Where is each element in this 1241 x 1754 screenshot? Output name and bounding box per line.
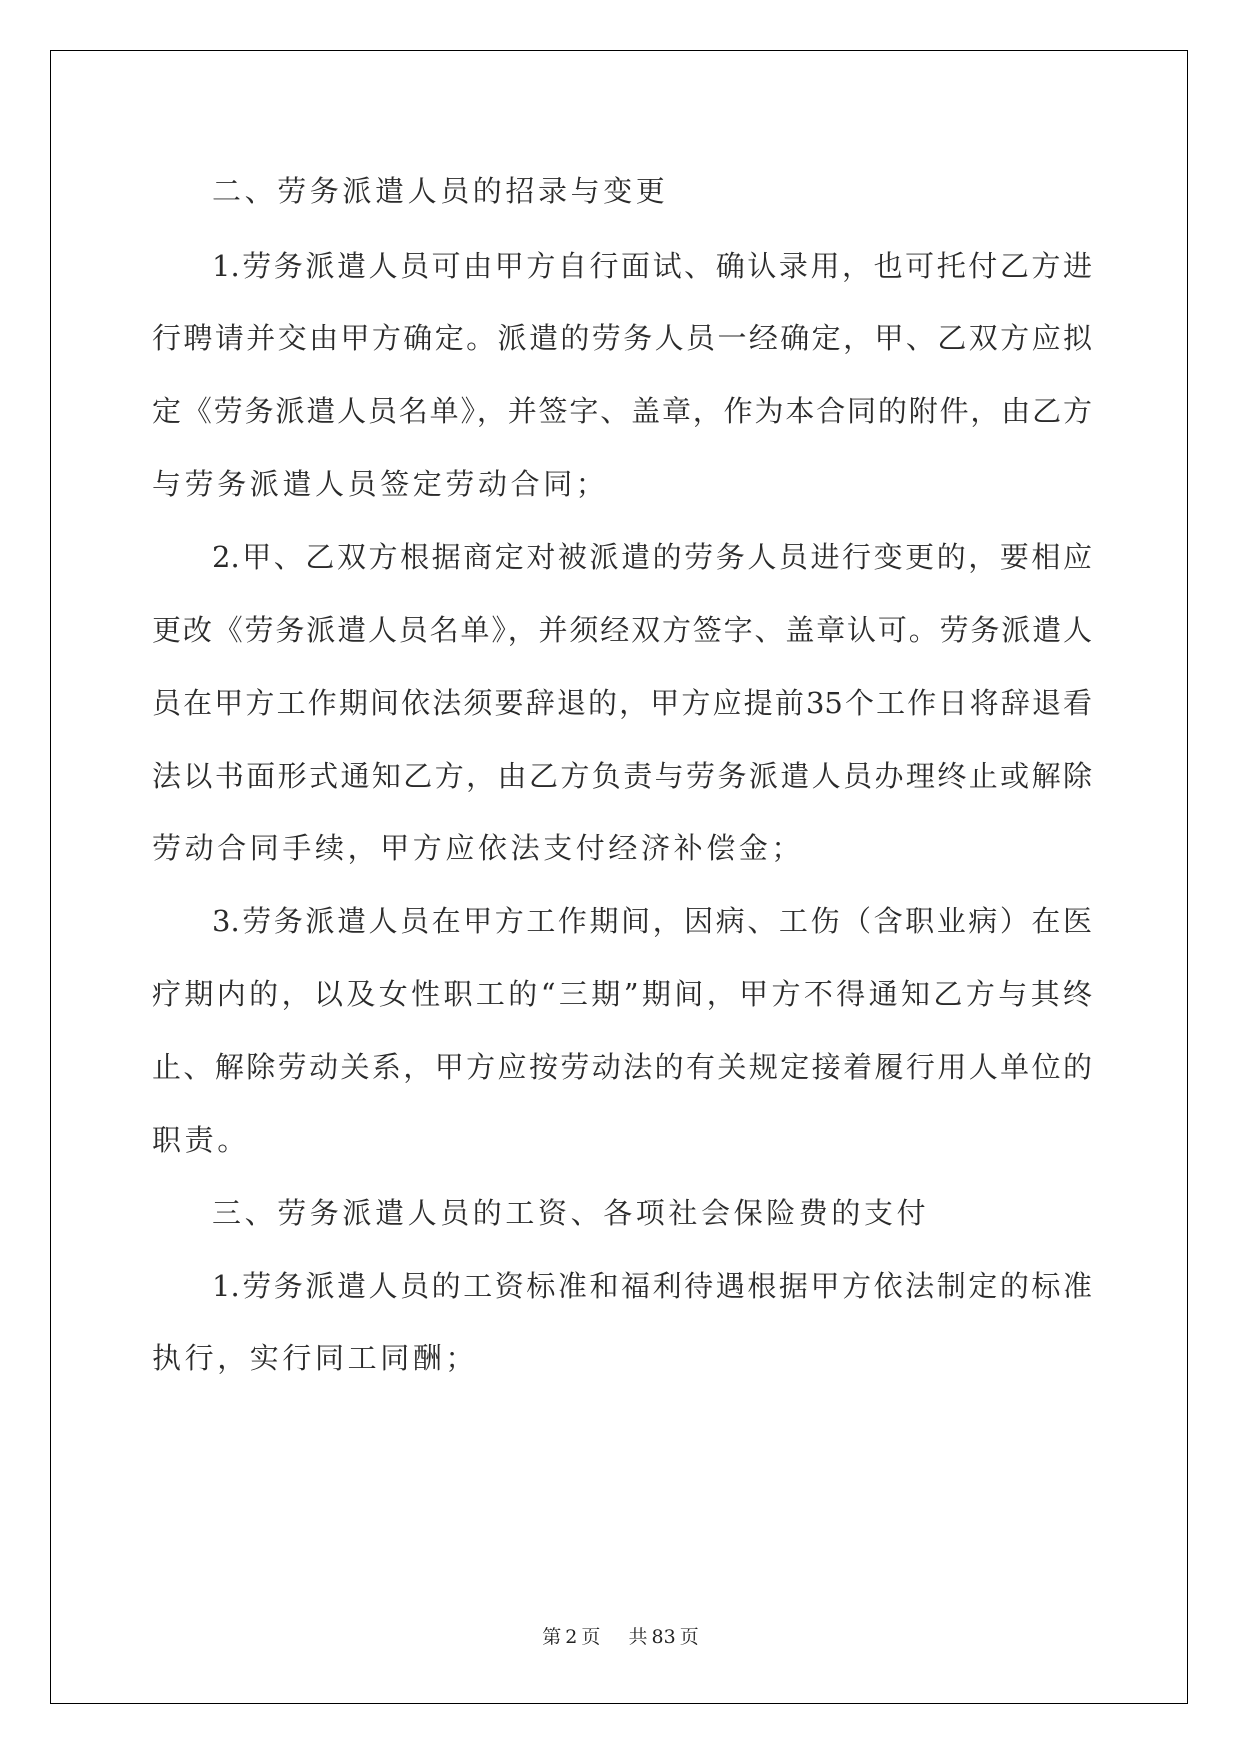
- paragraph-line: 3.劳务派遣人员在甲方工作期间，因病、工伤（含职业病）在医: [212, 904, 1092, 938]
- total-pages: 83: [651, 1626, 676, 1648]
- page-unit: 页: [581, 1626, 601, 1648]
- paragraph-line: 疗期内的，以及女性职工的“三期”期间，甲方不得通知乙方与其终: [152, 977, 1092, 1011]
- paragraph-line: 与劳务派遣人员签定劳动合同；: [152, 467, 609, 501]
- total-unit: 页: [679, 1626, 699, 1648]
- paragraph-line: 1.劳务派遣人员可由甲方自行面试、确认录用，也可托付乙方进: [212, 249, 1092, 283]
- section-heading-3: 三、劳务派遣人员的工资、各项社会保险费的支付: [212, 1196, 930, 1230]
- paragraph-line: 员在甲方工作期间依法须要辞退的，甲方应提前35个工作日将辞退看: [152, 686, 1092, 720]
- paragraph-line: 执行，实行同工同酬；: [152, 1341, 479, 1375]
- paragraph-line: 行聘请并交由甲方确定。派遣的劳务人员一经确定，甲、乙双方应拟: [152, 321, 1092, 355]
- paragraph-line: 更改《劳务派遣人员名单》，并须经双方签字、盖章认可。劳务派遣人: [152, 613, 1092, 647]
- page-number: 2: [565, 1626, 578, 1648]
- paragraph-line: 法以书面形式通知乙方，由乙方负责与劳务派遣人员办理终止或解除: [152, 759, 1092, 793]
- page-footer: [0, 1622, 1241, 1649]
- paragraph-line: 止、解除劳动关系，甲方应按劳动法的有关规定接着履行用人单位的: [152, 1050, 1092, 1084]
- paragraph-line: 定《劳务派遣人员名单》，并签字、盖章，作为本合同的附件，由乙方: [152, 394, 1092, 428]
- paragraph-line: 2.甲、乙双方根据商定对被派遣的劳务人员进行变更的，要相应: [212, 540, 1092, 574]
- section-heading-2: 二、劳务派遣人员的招录与变更: [212, 174, 669, 208]
- paragraph-line: 1.劳务派遣人员的工资标准和福利待遇根据甲方依法制定的标准: [212, 1269, 1092, 1303]
- total-label: 共: [628, 1626, 648, 1648]
- paragraph-line: 劳动合同手续，甲方应依法支付经济补偿金；: [152, 831, 805, 865]
- paragraph-line: 职责。: [152, 1123, 250, 1157]
- page-label: 第: [542, 1626, 562, 1648]
- page-border: [50, 50, 1188, 1704]
